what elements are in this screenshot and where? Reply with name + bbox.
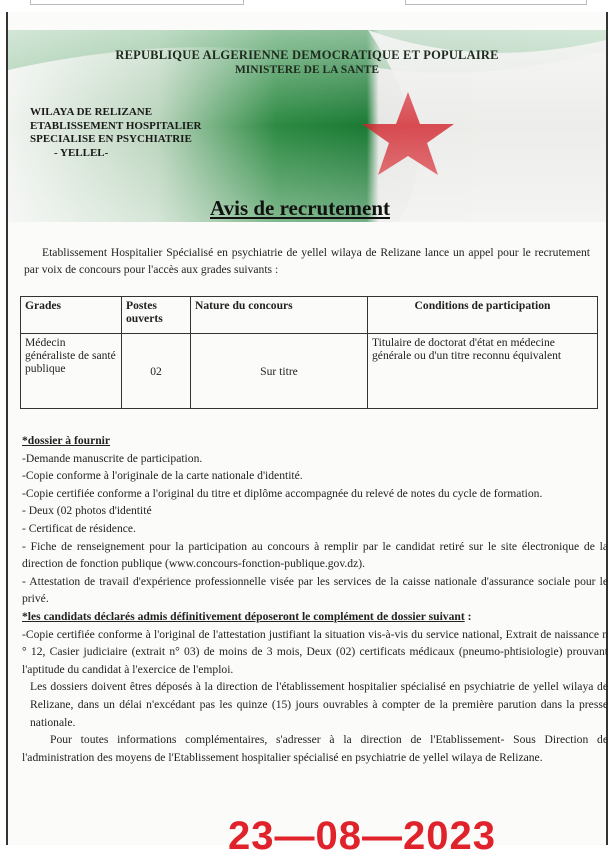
document-body <box>22 432 608 766</box>
list-item: - Attestation de travail d'expérience professionnelle visée par les services de la caisse nationale d'assurance sociale pour le privé. <box>22 574 608 606</box>
header-postes: Postes ouverts <box>122 297 191 334</box>
list-item: -Copie conforme à l'originale de la carte nationale d'identité. <box>22 469 303 483</box>
table-row <box>21 334 598 409</box>
flag-banner <box>8 30 606 222</box>
admis-heading-line <box>22 608 608 626</box>
republic-heading: REPUBLIQUE ALGERIENNE DEMOCRATIQUE ET POPULAIRE <box>115 48 499 62</box>
list-item: -Copie certifiée conforme a l'original du titre et diplôme accompagnée du relevé de notes du cycle de formation. <box>22 486 543 500</box>
contact-paragraph: Pour toutes informations complémentaires, s'adresser à la direction de l'Etablissement- Sous Direction de l'administration des moyens de l'Etablissement hospitalier spécialisé en psychiatrie de yellel wilaya de Relizane. <box>22 733 608 764</box>
wilaya-line: ETABLISSEMENT HOSPITALIER <box>30 119 202 132</box>
ministry-heading: MINISTERE DE LA SANTE <box>234 64 380 76</box>
wilaya-block <box>30 106 201 160</box>
wilaya-line: - YELLEL- <box>54 146 109 159</box>
top-strip <box>0 0 614 12</box>
list-item: - Deux (02 photos d'identité <box>22 504 152 518</box>
admis-heading: *les candidats déclarés admis définitivement déposeront le complément de dossier suivant <box>22 609 465 623</box>
date-stamp: 23—08—2023 <box>228 814 496 858</box>
wilaya-line: SPECIALISE EN PSYCHIATRIE <box>30 133 192 145</box>
header-conditions: Conditions de participation <box>368 297 598 334</box>
grades-table <box>20 296 598 409</box>
admis-heading-suffix: : <box>464 609 472 623</box>
cell-nature: Sur titre <box>191 334 368 409</box>
dossier-heading: *dossier à fournir <box>22 434 111 447</box>
intro-paragraph: Etablissement Hospitalier Spécialisé en psychiatrie de yellel wilaya de Relizane lance un appel pour le recrutement par voix de concours pour l'accès aux grades suivants : <box>24 246 590 276</box>
cell-grade: Médecin généraliste de santé publique <box>21 334 122 409</box>
top-box-left <box>30 0 244 5</box>
cell-postes: 02 <box>122 334 191 409</box>
deposit-paragraph: Les dossiers doivent êtres déposés à la direction de l'établissement hospitalier spécialisé en psychiatrie de yellel wilaya de Relizane, dans un délai n'excédant pas les quinze (15) jours ouvrables à compter de la première parution dans la presse nationale. <box>30 680 608 729</box>
list-item: - Fiche de renseignement pour la participation au concours à remplir par le candidat retiré sur le site électronique de la direction de fonction publique (www.concours-fonction-publique.gov.dz). <box>22 539 608 571</box>
document-page <box>6 12 608 858</box>
header-grades: Grades <box>21 297 122 334</box>
header-nature: Nature du concours <box>191 297 368 334</box>
cell-conditions: Titulaire de doctorat d'état en médecine générale ou d'un titre reconnu équivalent <box>368 334 598 409</box>
list-item: - Certificat de résidence. <box>22 521 136 535</box>
list-item: -Demande manuscrite de participation. <box>22 451 203 465</box>
top-box-right <box>405 0 587 5</box>
wilaya-line: WILAYA DE RELIZANE <box>30 106 153 118</box>
document-title: Avis de recrutement <box>210 196 390 220</box>
admis-text: -Copie certifiée conforme à l'original de l'attestation justifiant la situation vis-à-vis du service national, Extrait de naissance n ° 12, Casier judiciaire (extrait n° 03) de moins de 3 mois, Deux (02) certificats médicaux (pneumo-phtisiologie) prouvant l'aptitude du candidat à l'exercice de l'emploi. <box>22 627 608 676</box>
table-header-row <box>21 297 598 334</box>
